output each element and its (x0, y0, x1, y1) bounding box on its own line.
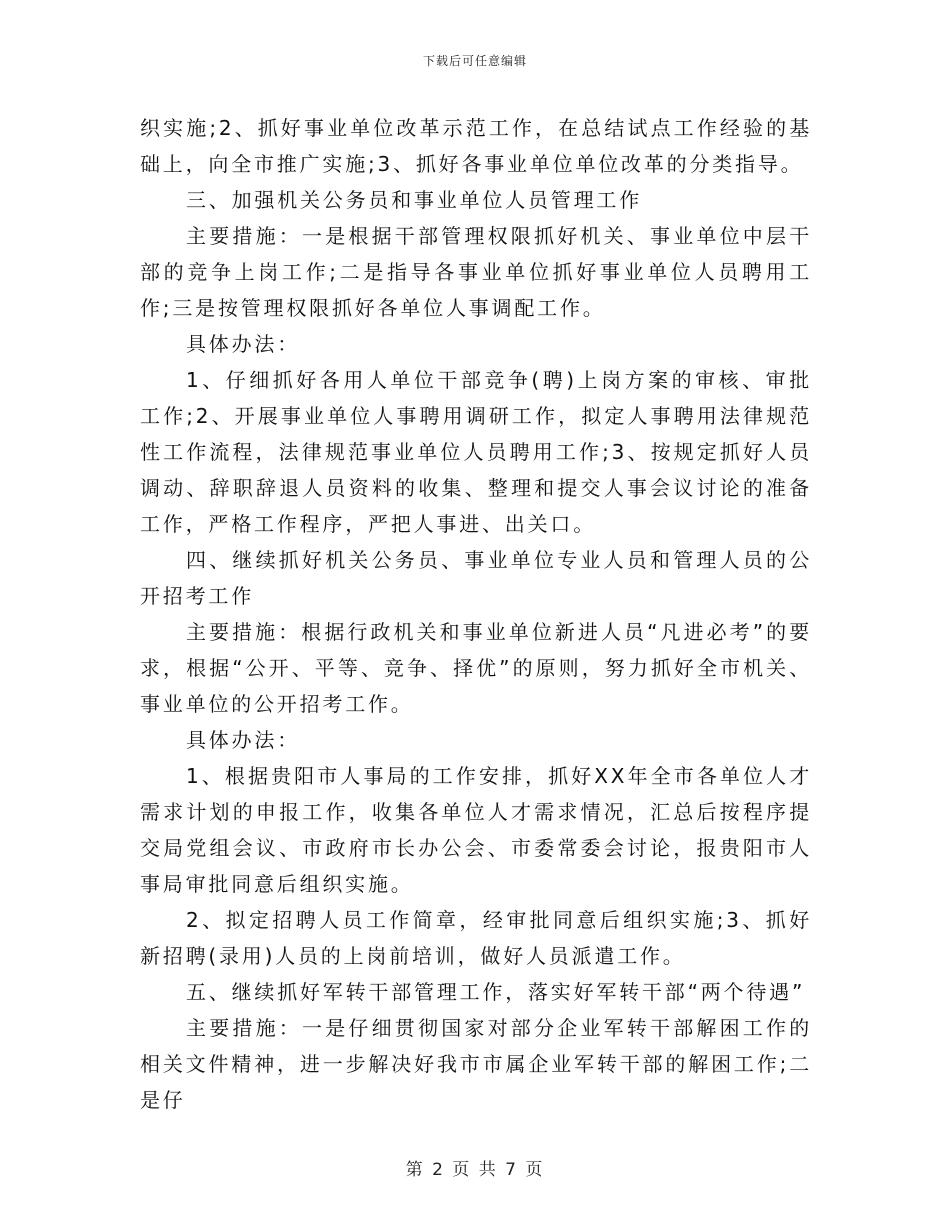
section-heading-5: 五、继续抓好军转干部管理工作，落实好军转干部“两个待遇” (186, 980, 806, 1004)
paragraph-measures-5: 主要措施：一是仔细贯彻国家对部分企业军转干部解困工作的相关文件精神，进一步解决好我市市属企业军转干部的解困工作;二是仔 (140, 1016, 812, 1112)
paragraph-measures-4: 主要措施：根据行政机关和事业单位新进人员“凡进必考”的要求，根据“公开、平等、竞争、择优”的原则，努力抓好全市机关、事业单位的公开招考工作。 (140, 620, 812, 716)
subheading-methods-4: 具体办法： (186, 728, 300, 752)
section-heading-3: 三、加强机关公务员和事业单位人员管理工作 (186, 188, 642, 212)
page-footer: 第 2 页 共 7 页 (405, 1160, 545, 1180)
subheading-methods-3: 具体办法： (186, 332, 300, 356)
paragraph-measures-3: 主要措施：一是根据干部管理权限抓好机关、事业单位中层干部的竞争上岗工作;二是指导各事业单位抓好事业单位人员聘用工作;三是按管理权限抓好各单位人事调配工作。 (140, 224, 812, 320)
paragraph-methods-3: 1、仔细抓好各用人单位干部竞争(聘)上岗方案的审核、审批工作;2、开展事业单位人事聘用调研工作，拟定人事聘用法律规范性工作流程，法律规范事业单位人员聘用工作;3、按规定抓好人员调动、辞职辞退人员资料的收集、整理和提交人事会议讨论的准备工作，严格工作程序，严把人事进、出关口。 (140, 368, 812, 536)
paragraph-methods-4a: 1、根据贵阳市人事局的工作安排，抓好XX年全市各单位人才需求计划的申报工作，收集各单位人才需求情况，汇总后按程序提交局党组会议、市政府市长办公会、市委常委会讨论，报贵阳市人事局审批同意后组织实施。 (140, 764, 812, 896)
paragraph-1: 织实施;2、抓好事业单位改革示范工作，在总结试点工作经验的基础上，向全市推广实施;3、抓好各事业单位单位改革的分类指导。 (140, 116, 812, 176)
document-body (140, 110, 812, 1118)
page-header: 下载后可任意编辑 (422, 54, 527, 68)
section-heading-4: 四、继续抓好机关公务员、事业单位专业人员和管理人员的公开招考工作 (140, 548, 812, 608)
paragraph-methods-4b: 2、拟定招聘人员工作简章，经审批同意后组织实施;3、抓好新招聘(录用)人员的上岗前培训，做好人员派遣工作。 (140, 908, 812, 968)
